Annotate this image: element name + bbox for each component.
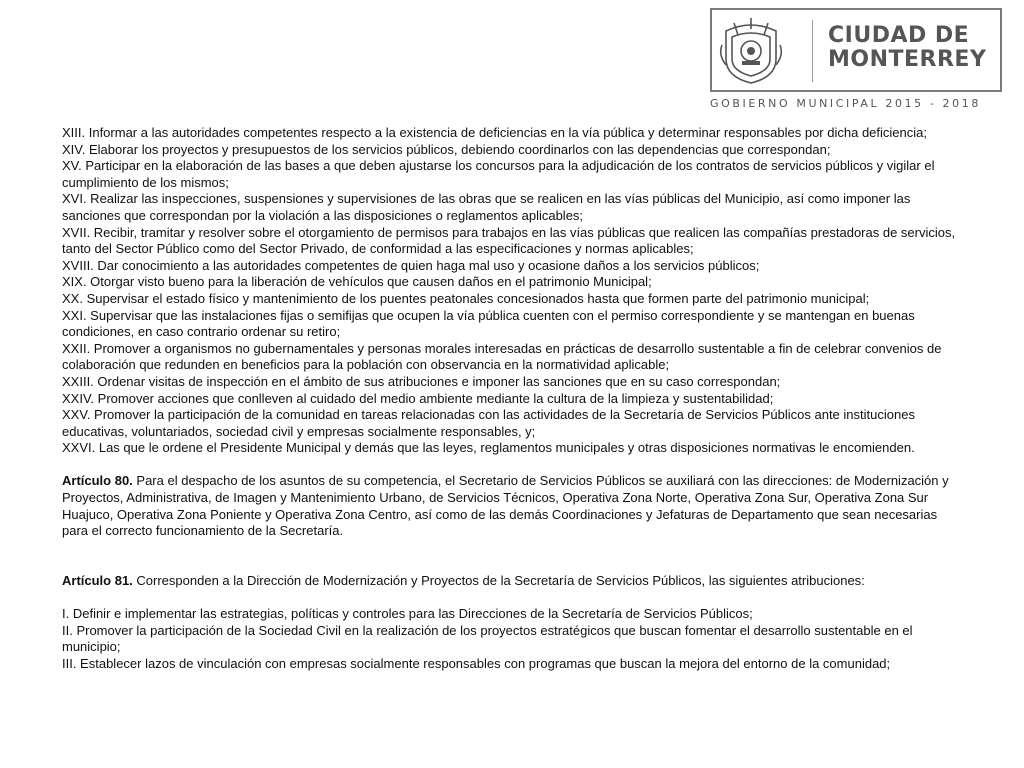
list-item: XV. Participar en la elaboración de las bases a que deben ajustarse los concursos para la adjudicación de los contratos de servicios públicos y vigilar el cumplimiento de los mismos; [62, 158, 935, 190]
city-name-line2: MONTERREY [828, 47, 987, 72]
list-item: XIV. Elaborar los proyectos y presupuestos de los servicios públicos, debiendo coordinarlos con las dependencias que correspondan; [62, 141, 831, 157]
article-80-text: Para el despacho de los asuntos de su competencia, el Secretario de Servicios Públicos se auxiliará con las direcciones: de Modernización y Proyectos, Administrativa, de Imagen y Mantenimiento Urbano, de Servicios Técnicos, Operativa Zona Norte, Operativa Zona Sur, Operativa Zona Sur Huajuco, Operativa Zona Poniente y Operativa Zona Centro, así como de las demás Coordinaciones y Jefaturas de Departamento que sean necesarias para el correcto funcionamiento de la Secretaría. [62, 473, 949, 539]
municipal-logo [710, 8, 1002, 92]
article-81 [62, 573, 962, 590]
list-item: XVI. Realizar las inspecciones, suspensiones y supervisiones de las obras que se realicen en las vías públicas del Municipio, así como imponer las sanciones que correspondan por la violación a las disposiciones o reglamentos aplicables; [62, 191, 911, 223]
list-item: XXII. Promover a organismos no gubernamentales y personas morales interesadas en prácticas de desarrollo sustentable a fin de celebrar convenios de colaboración que redunden en beneficios para la población con observancia en la normatividad aplicable; [62, 340, 942, 373]
article-81-text: Corresponden a la Dirección de Modernización y Proyectos de la Secretaría de Servicios Públicos, las siguientes atribuciones: [132, 572, 865, 588]
article-80 [62, 473, 962, 539]
list-item: XVIII. Dar conocimiento a las autoridades competentes de quien haga mal uso y ocasione daños a los servicios públicos; [62, 257, 760, 273]
list-item: XXI. Supervisar que las instalaciones fijas o semifijas que ocupen la vía pública cuenten con el permiso correspondiente y se mantengan en buenas condiciones, en caso contrario ordenar su retiro; [62, 307, 915, 340]
list-item: XIX. Otorgar visto bueno para la liberación de vehículos que causen daños en el patrimonio Municipal; [62, 274, 652, 290]
city-name [828, 24, 986, 72]
coat-of-arms-icon [718, 15, 784, 87]
list-item: XXVI. Las que le ordene el Presidente Municipal y demás que las leyes, reglamentos municipales y otras disposiciones normativas le encomienden. [62, 440, 915, 456]
list-item: XXIII. Ordenar visitas de inspección en el ámbito de sus atribuciones e imponer las sanciones que en su caso correspondan; [62, 373, 781, 389]
list-item: III. Establecer lazos de vinculación con empresas socialmente responsables con programas que buscan la mejora del entorno de la comunidad; [62, 655, 891, 671]
list-item: XIII. Informar a las autoridades competentes respecto a la existencia de deficiencias en la vía pública y determinar responsables por dicha deficiencia; [62, 125, 927, 140]
document-body [62, 125, 962, 672]
article-80-title: Artículo 80. [62, 473, 133, 489]
list-item: XVII. Recibir, tramitar y resolver sobre el otorgamiento de permisos para trabajos en las vías públicas que realicen las compañías prestadoras de servicios, tanto del Sector Público como del Sector Privado, de conformidad a las especificaciones y normas aplicables; [62, 224, 956, 257]
article-81-title: Artículo 81. [62, 572, 133, 588]
list-item: XXIV. Promover acciones que conlleven al cuidado del medio ambiente mediante la cultura de la limpieza y sustentabilidad; [62, 390, 774, 406]
list-item: II. Promover la participación de la Sociedad Civil en la realización de los proyectos estratégicos que buscan fomentar el desarrollo sustentable en el municipio; [62, 622, 913, 655]
logo-divider [812, 20, 813, 82]
list-item: I. Definir e implementar las estrategias, políticas y controles para las Direcciones de la Secretaría de Servicios Públicos; [62, 606, 753, 622]
list-item: XX. Supervisar el estado físico y mantenimiento de los puentes peatonales concesionados hasta que formen parte del patrimonio municipal; [62, 290, 870, 306]
list-item: XXV. Promover la participación de la comunidad en tareas relacionadas con las actividades de la Secretaría de Servicios Públicos ante instituciones educativas, voluntariados, sociedad civil y empresas socialmente responsables, y; [62, 407, 915, 439]
city-name-line1: CIUDAD DE [828, 23, 970, 48]
government-label: GOBIERNO MUNICIPAL 2015 - 2018 [710, 97, 981, 110]
